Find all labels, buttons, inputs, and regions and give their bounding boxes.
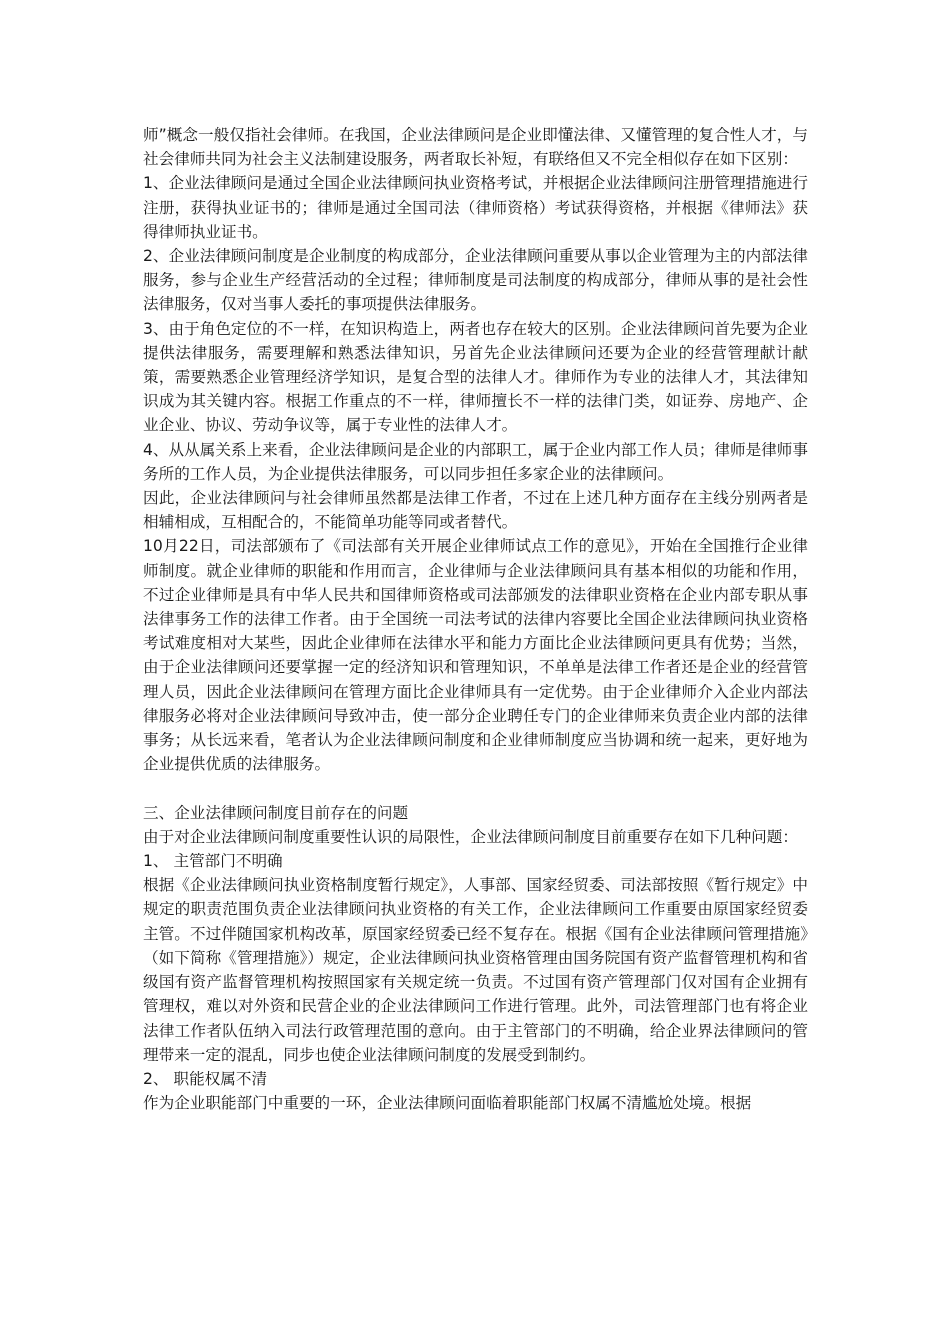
paragraph: 作为企业职能部门中重要的一环，企业法律顾问面临着职能部门权属不清尴尬处境。根据: [143, 1094, 752, 1113]
paragraph: 1、 主管部门不明确: [143, 852, 283, 871]
paragraph: 三、企业法律顾问制度目前存在的问题: [143, 803, 409, 822]
paragraph: 因此，企业法律顾问与社会律师虽然都是法律工作者，不过在上述几种方面存在主线分别两者是相辅相成，互相配合的，不能简单功能等同或者替代。: [143, 489, 808, 532]
paragraph: 1、企业法律顾问是通过全国企业法律顾问执业资格考试，并根据企业法律顾问注册管理措施进行注册，获得执业证书的；律师是通过全国司法（律师资格）考试获得资格，并根据《律师法》获得律师执业证书。: [143, 174, 808, 241]
paragraph: 10月22日，司法部颁布了《司法部有关开展企业律师试点工作的意见》，开始在全国推行企业律师制度。就企业律师的职能和作用而言，企业律师与企业法律顾问具有基本相似的功能和作用，不过企业律师是具有中华人民共和国律师资格或司法部颁发的法律职业资格在企业内部专职从事法律事务工作的法律工作者。由于全国统一司法考试的法律内容要比全国企业法律顾问执业资格考试难度相对大某些，因此企业律师在法律水平和能力方面比企业法律顾问更具有优势；当然，由于企业法律顾问还要掌握一定的经济知识和管理知识，不单单是法律工作者还是企业的经营管理人员，因此企业法律顾问在管理方面比企业律师具有一定优势。由于企业律师介入企业内部法律服务必将对企业法律顾问导致冲击，使一部分企业聘任专门的企业律师来负责企业内部的法律事务；从长远来看，笔者认为企业法律顾问制度和企业律师制度应当协调和统一起来，更好地为企业提供优质的法律服务。: [143, 537, 808, 774]
document-body: [143, 123, 808, 1115]
paragraph: 由于对企业法律顾问制度重要性认识的局限性，企业法律顾问制度目前重要存在如下几种问题：: [143, 827, 798, 846]
blank-line: [143, 776, 808, 800]
paragraph: 2、企业法律顾问制度是企业制度的构成部分，企业法律顾问重要从事以企业管理为主的内部法律服务，参与企业生产经营活动的全过程；律师制度是司法制度的构成部分，律师从事的是社会性法律服务，仅对当事人委托的事项提供法律服务。: [143, 247, 808, 314]
paragraph: 根据《企业法律顾问执业资格制度暂行规定》，人事部、国家经贸委、司法部按照《暂行规定》中规定的职责范围负责企业法律顾问执业资格的有关工作，企业法律顾问工作重要由原国家经贸委主管。不过伴随国家机构改革，原国家经贸委已经不复存在。根据《国有企业法律顾问管理措施》（如下简称《管理措施》）规定，企业法律顾问执业资格管理由国务院国有资产监督管理机构和省级国有资产监督管理机构按照国家有关规定统一负责。不过国有资产管理部门仅对国有企业拥有管理权，难以对外资和民营企业的企业法律顾问工作进行管理。此外，司法管理部门也有将企业法律工作者队伍纳入司法行政管理范围的意向。由于主管部门的不明确，给企业界法律顾问的管理带来一定的混乱，同步也使企业法律顾问制度的发展受到制约。: [143, 876, 808, 1064]
paragraph: 3、由于角色定位的不一样，在知识构造上，两者也存在较大的区别。企业法律顾问首先要为企业提供法律服务，需要理解和熟悉法律知识，另首先企业法律顾问还要为企业的经营管理献计献策，需要熟悉企业管理经济学知识，是复合型的法律人才。律师作为专业的法律人才，其法律知识成为其关键内容。根据工作重点的不一样，律师擅长不一样的法律门类，如证券、房地产、企业企业、协议、劳动争议等，属于专业性的法律人才。: [143, 319, 808, 435]
paragraph: 师”概念一般仅指社会律师。在我国，企业法律顾问是企业即懂法律、又懂管理的复合性人才，与社会律师共同为社会主义法制建设服务，两者取长补短，有联络但又不完全相似存在如下区别：: [143, 126, 808, 169]
paragraph: 4、从从属关系上来看，企业法律顾问是企业的内部职工，属于企业内部工作人员；律师是律师事务所的工作人员，为企业提供法律服务，可以同步担任多家企业的法律顾问。: [143, 440, 808, 483]
paragraph: 2、 职能权属不清: [143, 1069, 268, 1088]
